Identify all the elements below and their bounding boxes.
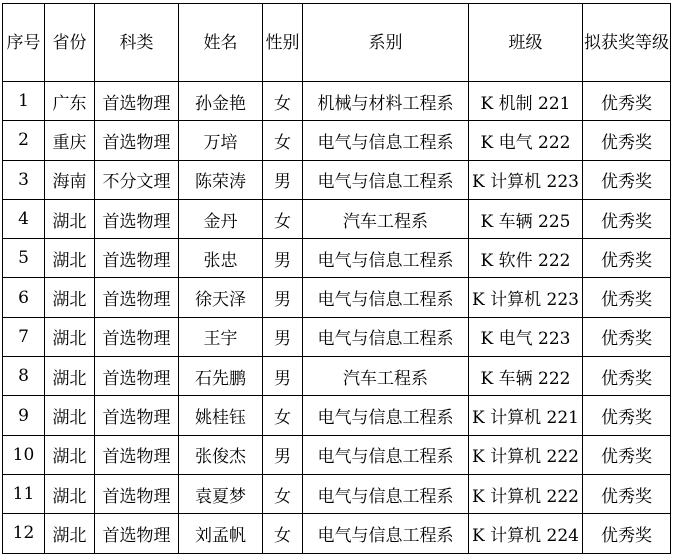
cell-gender: 女 <box>263 396 303 435</box>
cell-award: 优秀奖 <box>583 199 671 238</box>
table-row <box>3 357 671 396</box>
cell-index: 7 <box>3 317 45 356</box>
table-row <box>3 396 671 435</box>
cell-province: 广东 <box>45 82 95 121</box>
cell-class: K 机制 221 <box>469 82 583 121</box>
cell-province: 湖北 <box>45 199 95 238</box>
table-row <box>3 199 671 238</box>
cell-name: 万培 <box>179 121 263 160</box>
cell-gender: 女 <box>263 199 303 238</box>
cell-province: 湖北 <box>45 435 95 474</box>
cell-gender: 女 <box>263 474 303 513</box>
cell-subject: 首选物理 <box>95 435 179 474</box>
cell-department: 电气与信息工程系 <box>303 278 469 317</box>
cell-class: K 车辆 225 <box>469 199 583 238</box>
cell-gender: 女 <box>263 82 303 121</box>
cell-name: 石先鹏 <box>179 357 263 396</box>
cell-subject: 首选物理 <box>95 514 179 553</box>
cell-index: 12 <box>3 514 45 553</box>
cell-gender: 男 <box>263 278 303 317</box>
cell-subject: 首选物理 <box>95 357 179 396</box>
cell-name: 刘孟帆 <box>179 514 263 553</box>
cell-subject: 首选物理 <box>95 278 179 317</box>
cell-subject: 首选物理 <box>95 199 179 238</box>
cell-index: 2 <box>3 121 45 160</box>
cell-award: 优秀奖 <box>583 82 671 121</box>
cell-province: 湖北 <box>45 357 95 396</box>
cell-subject: 首选物理 <box>95 474 179 513</box>
cell-name: 张俊杰 <box>179 435 263 474</box>
cell-name: 张忠 <box>179 239 263 278</box>
table-body <box>3 82 671 554</box>
cell-department: 电气与信息工程系 <box>303 317 469 356</box>
cell-index: 8 <box>3 357 45 396</box>
table-row <box>3 82 671 121</box>
cell-province: 湖北 <box>45 239 95 278</box>
cell-award: 优秀奖 <box>583 239 671 278</box>
cell-class: K 计算机 222 <box>469 474 583 513</box>
cell-index: 9 <box>3 396 45 435</box>
header-province: 省份 <box>45 4 95 82</box>
cell-subject: 首选物理 <box>95 239 179 278</box>
cell-department: 电气与信息工程系 <box>303 435 469 474</box>
table-row <box>3 435 671 474</box>
header-department: 系别 <box>303 4 469 82</box>
cell-gender: 男 <box>263 239 303 278</box>
cell-province: 湖北 <box>45 474 95 513</box>
cell-class: K 计算机 223 <box>469 278 583 317</box>
table-row <box>3 239 671 278</box>
cell-class: K 车辆 222 <box>469 357 583 396</box>
cell-province: 湖北 <box>45 396 95 435</box>
cell-gender: 男 <box>263 160 303 199</box>
cell-gender: 男 <box>263 317 303 356</box>
cell-class: K 计算机 222 <box>469 435 583 474</box>
cell-class: K 计算机 221 <box>469 396 583 435</box>
cell-award: 优秀奖 <box>583 121 671 160</box>
header-gender: 性别 <box>263 4 303 82</box>
cell-department: 汽车工程系 <box>303 357 469 396</box>
cell-class: K 计算机 224 <box>469 514 583 553</box>
table-row <box>3 474 671 513</box>
table-row <box>3 278 671 317</box>
cell-province: 湖北 <box>45 514 95 553</box>
cell-gender: 男 <box>263 435 303 474</box>
cell-award: 优秀奖 <box>583 160 671 199</box>
cell-name: 孙金艳 <box>179 82 263 121</box>
header-index: 序号 <box>3 4 45 82</box>
cell-award: 优秀奖 <box>583 514 671 553</box>
cell-subject: 首选物理 <box>95 396 179 435</box>
cell-gender: 女 <box>263 514 303 553</box>
cell-class: K 软件 222 <box>469 239 583 278</box>
cell-department: 机械与材料工程系 <box>303 82 469 121</box>
cell-subject: 首选物理 <box>95 82 179 121</box>
cell-index: 1 <box>3 82 45 121</box>
cell-department: 电气与信息工程系 <box>303 396 469 435</box>
cell-class: K 电气 223 <box>469 317 583 356</box>
cell-department: 电气与信息工程系 <box>303 474 469 513</box>
cell-province: 湖北 <box>45 317 95 356</box>
cell-award: 优秀奖 <box>583 435 671 474</box>
cell-department: 电气与信息工程系 <box>303 514 469 553</box>
header-subject: 科类 <box>95 4 179 82</box>
header-row <box>3 4 671 82</box>
cell-name: 姚桂钰 <box>179 396 263 435</box>
header-class: 班级 <box>469 4 583 82</box>
cell-department: 电气与信息工程系 <box>303 239 469 278</box>
cell-name: 徐天泽 <box>179 278 263 317</box>
header-award: 拟获奖等级 <box>583 4 671 82</box>
table-row <box>3 317 671 356</box>
cell-province: 湖北 <box>45 278 95 317</box>
cell-department: 电气与信息工程系 <box>303 121 469 160</box>
cell-name: 金丹 <box>179 199 263 238</box>
cell-index: 10 <box>3 435 45 474</box>
cell-index: 5 <box>3 239 45 278</box>
cell-department: 汽车工程系 <box>303 199 469 238</box>
cell-index: 11 <box>3 474 45 513</box>
cell-class: K 电气 222 <box>469 121 583 160</box>
cell-department: 电气与信息工程系 <box>303 160 469 199</box>
cell-index: 6 <box>3 278 45 317</box>
cell-award: 优秀奖 <box>583 357 671 396</box>
cell-name: 袁夏梦 <box>179 474 263 513</box>
cell-province: 重庆 <box>45 121 95 160</box>
table-row <box>3 514 671 553</box>
table-row <box>3 160 671 199</box>
cell-award: 优秀奖 <box>583 396 671 435</box>
award-table <box>2 3 671 554</box>
cell-index: 4 <box>3 199 45 238</box>
cell-award: 优秀奖 <box>583 474 671 513</box>
cell-gender: 女 <box>263 121 303 160</box>
cell-subject: 首选物理 <box>95 121 179 160</box>
cell-award: 优秀奖 <box>583 278 671 317</box>
cell-award: 优秀奖 <box>583 317 671 356</box>
cell-province: 海南 <box>45 160 95 199</box>
cell-subject: 不分文理 <box>95 160 179 199</box>
cell-index: 3 <box>3 160 45 199</box>
header-name: 姓名 <box>179 4 263 82</box>
cell-subject: 首选物理 <box>95 317 179 356</box>
table-row <box>3 121 671 160</box>
cell-name: 陈荣涛 <box>179 160 263 199</box>
cell-class: K 计算机 223 <box>469 160 583 199</box>
cell-name: 王宇 <box>179 317 263 356</box>
cell-gender: 男 <box>263 357 303 396</box>
